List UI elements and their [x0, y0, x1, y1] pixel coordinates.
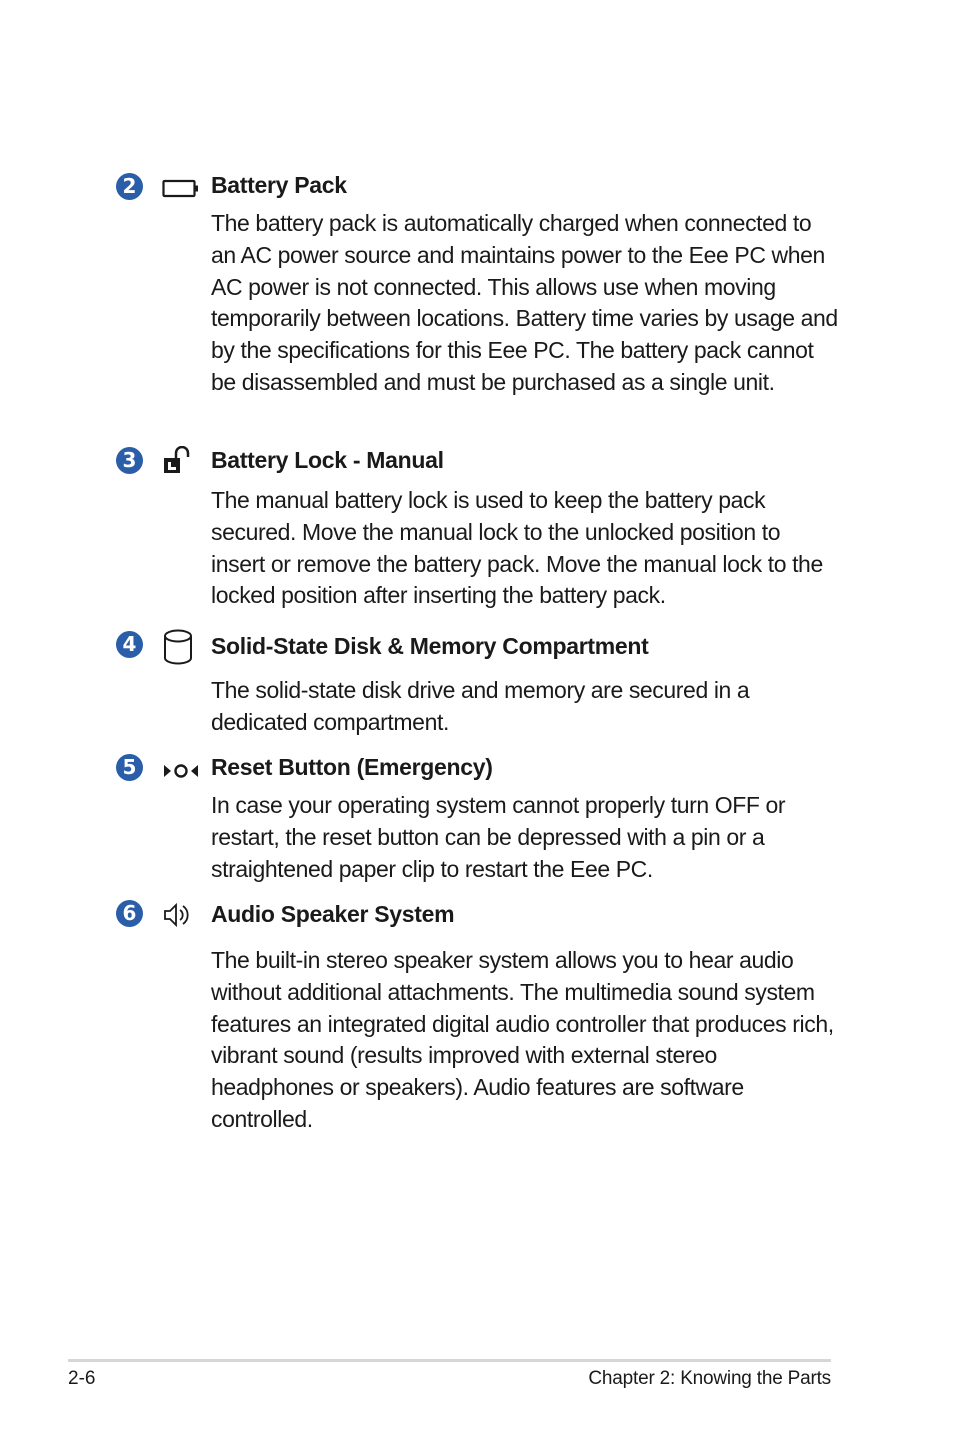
section-title: Solid-State Disk & Memory Compartment — [211, 633, 649, 659]
disk-icon — [162, 628, 194, 671]
section-body: The manual battery lock is used to keep the battery pack secured. Move the manual lock to the unlocked position to insert or remove the battery pack. Move the manual lock to the locked position after inserting the battery pack. — [211, 487, 823, 609]
section-title: Audio Speaker System — [211, 901, 455, 927]
item-number: 2 — [116, 173, 143, 200]
speaker-icon — [162, 900, 196, 935]
section-title: Battery Pack — [211, 172, 347, 198]
section-body: The battery pack is automatically charged when connected to an AC power source and maintains power to the Eee PC when AC power is not connected. This allows use when moving temporarily between locations. Battery time varies by usage and by the specifications for this Eee PC. The battery pack cannot be disassembled and must be purchased as a single unit. — [211, 210, 838, 395]
item-number: 4 — [116, 631, 143, 658]
section-title: Reset Button (Emergency) — [211, 754, 493, 780]
section-title: Battery Lock - Manual — [211, 447, 444, 473]
item-number: 5 — [116, 754, 143, 781]
unlock-icon — [162, 446, 194, 481]
chapter-title: Chapter 2: Knowing the Parts — [588, 1368, 831, 1389]
item-number: 6 — [116, 900, 143, 927]
item-number: 3 — [116, 447, 143, 474]
reset-icon — [162, 760, 200, 787]
section-body: The solid-state disk drive and memory are secured in a dedicated compartment. — [211, 677, 750, 735]
battery-icon — [162, 178, 200, 205]
page-number: 2-6 — [68, 1368, 96, 1389]
section-body: In case your operating system cannot properly turn OFF or restart, the reset button can be depressed with a pin or a straightened paper clip to restart the Eee PC. — [211, 792, 786, 882]
footer-divider — [68, 1359, 831, 1362]
section-body: The built-in stereo speaker system allows you to hear audio without additional attachments. The multimedia sound system features an integrated digital audio controller that produces rich, vibrant sound (results improved with external stereo headphones or speakers). Audio features are software controlled. — [211, 947, 834, 1132]
